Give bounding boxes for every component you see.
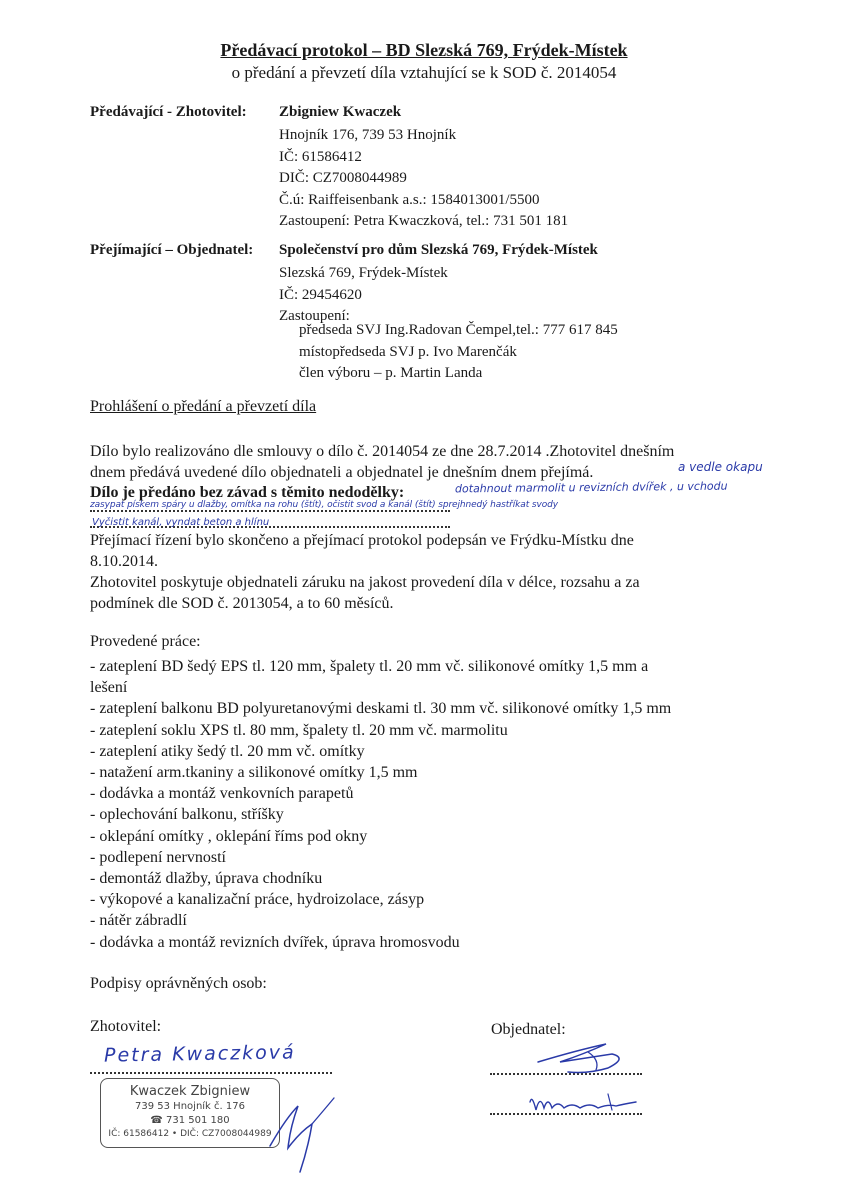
defects-label: Dílo je předáno bez závad s těmito nedodělky: bbox=[90, 484, 405, 501]
works-item: - podlepení nervností bbox=[90, 848, 226, 866]
works-item: - oklepání omítky , oklepání říms pod okny bbox=[90, 827, 368, 845]
contractor-details bbox=[279, 125, 568, 233]
client-details bbox=[279, 263, 448, 328]
works-item: - zateplení soklu XPS tl. 80 mm, špalety tl. 20 mm vč. marmolitu bbox=[90, 721, 508, 739]
declaration-paragraph-1 bbox=[90, 441, 674, 483]
contractor-signature-label: Zhotovitel: bbox=[90, 1018, 162, 1035]
works-heading: Provedené práce: bbox=[90, 633, 201, 650]
client-representation-label: Zastoupení: bbox=[279, 308, 350, 324]
declaration-p1-line1: Dílo bylo realizováno dle smlouvy o dílo č. 2014054 ze dne 28.7.2014 .Zhotovitel dnešním bbox=[90, 443, 675, 460]
client-address: Slezská 769, Frýdek-Místek bbox=[279, 265, 448, 281]
works-list bbox=[90, 656, 671, 953]
company-stamp bbox=[100, 1078, 280, 1148]
declaration-heading: Prohlášení o předání a převzetí díla bbox=[90, 398, 317, 415]
handwritten-note-2: dotahnout marmolit u revizních dvířek , u vchodu bbox=[454, 479, 728, 496]
defects-dotted-line-1 bbox=[90, 510, 450, 512]
client-signature-scribble bbox=[488, 1024, 648, 1124]
works-item: - zateplení BD šedý EPS tl. 120 mm, špalety tl. 20 mm vč. silikonové omítky 1,5 mm a bbox=[90, 658, 649, 675]
declaration-p1-line2: dnem předává uvedené dílo objednateli a objednatel je dnešním dnem přejímá. bbox=[90, 464, 594, 481]
works-item: - výkopové a kanalizační práce, hydroizolace, zásyp bbox=[90, 891, 425, 909]
contractor-name: Zbigniew Kwaczek bbox=[279, 104, 402, 120]
client-name: Společenství pro dům Slezská 769, Frýdek-Místek bbox=[279, 242, 598, 258]
stamp-name: Kwaczek Zbigniew bbox=[129, 1084, 251, 1099]
client-signature-label: Objednatel: bbox=[491, 1021, 566, 1038]
client-rep-member: člen výboru – p. Martin Landa bbox=[299, 365, 483, 381]
contractor-signature-line bbox=[90, 1072, 332, 1074]
works-item: - dodávka a montáž venkovních parapetů bbox=[90, 785, 354, 803]
works-item: - nátěr zábradlí bbox=[90, 912, 187, 930]
declaration-p3-line1: Zhotovitel poskytuje objednateli záruku na jakost provedení díla v délce, rozsahu a za bbox=[90, 574, 640, 591]
stamp-ids: IČ: 61586412 • DIČ: CZ7008044989 bbox=[108, 1129, 272, 1139]
client-label: Přejímající – Objednatel: bbox=[90, 242, 254, 258]
client-ico: IČ: 29454620 bbox=[279, 286, 362, 303]
contractor-handwritten-signature: Petra Kwaczková bbox=[103, 1041, 296, 1067]
contractor-label: Předávající - Zhotovitel: bbox=[90, 104, 247, 120]
works-item: - zateplení balkonu BD polyuretanovými deskami tl. 30 mm vč. silikonové omítky 1,5 mm bbox=[90, 700, 672, 718]
client-representatives bbox=[299, 320, 618, 385]
contractor-bank: Č.ú: Raiffeisenbank a.s.: 1584013001/5500 bbox=[279, 191, 540, 208]
declaration-p3-line2: podmínek dle SOD č. 2013054, a to 60 měsíců. bbox=[90, 595, 394, 612]
document-subtitle: o předání a převzetí díla vztahující se k SOD č. 2014054 bbox=[231, 63, 617, 82]
declaration-p2-line1: Přejímací řízení bylo skončeno a přejímací protokol podepsán ve Frýdku-Místku dne bbox=[90, 532, 634, 549]
contractor-address: Hnojník 176, 739 53 Hnojník bbox=[279, 127, 457, 143]
works-item: - demontáž dlažby, úprava chodníku bbox=[90, 870, 323, 888]
handwritten-note-1: a vedle okapu bbox=[678, 460, 763, 474]
document-title: Předávací protokol – BD Slezská 769, Frýdek-Místek bbox=[220, 40, 628, 60]
contractor-ico: IČ: 61586412 bbox=[279, 148, 362, 165]
declaration-p2-line2: 8.10.2014. bbox=[90, 553, 158, 570]
stamp-address: 739 53 Hnojník č. 176 bbox=[135, 1101, 245, 1112]
works-item: - dodávka a montáž revizních dvířek, úprava hromosvodu bbox=[90, 933, 460, 951]
handwritten-note-4: Vyčistit kanál, vyndat beton a hlínu bbox=[92, 517, 270, 528]
handwritten-note-3: zasypat pískem spáry u dlažby, omítka na rohu (štít), očistit svod a kanál (štít) sprejhnedý hastříkat svody bbox=[90, 500, 558, 510]
works-item: - natažení arm.tkaniny a silikonové omítky 1,5 mm bbox=[90, 764, 418, 782]
works-item: lešení bbox=[90, 679, 128, 697]
client-rep-vice-chair: místopředseda SVJ p. Ivo Marenčák bbox=[299, 343, 517, 360]
signatures-heading: Podpisy oprávněných osob: bbox=[90, 975, 267, 992]
client-rep-chair: předseda SVJ Ing.Radovan Čempel,tel.: 777 617 845 bbox=[299, 322, 618, 338]
works-item: - zateplení atiky šedý tl. 20 mm vč. omítky bbox=[90, 742, 365, 760]
stamp-phone: ☎ 731 501 180 bbox=[150, 1115, 230, 1126]
works-item: - oplechování balkonu, stříšky bbox=[90, 806, 284, 824]
contractor-representative: Zastoupení: Petra Kwaczková, tel.: 731 501 181 bbox=[279, 213, 569, 229]
contractor-signature-scribble bbox=[260, 1088, 350, 1178]
declaration-paragraph-2 bbox=[90, 530, 640, 614]
contractor-dic: DIČ: CZ7008044989 bbox=[279, 170, 407, 186]
